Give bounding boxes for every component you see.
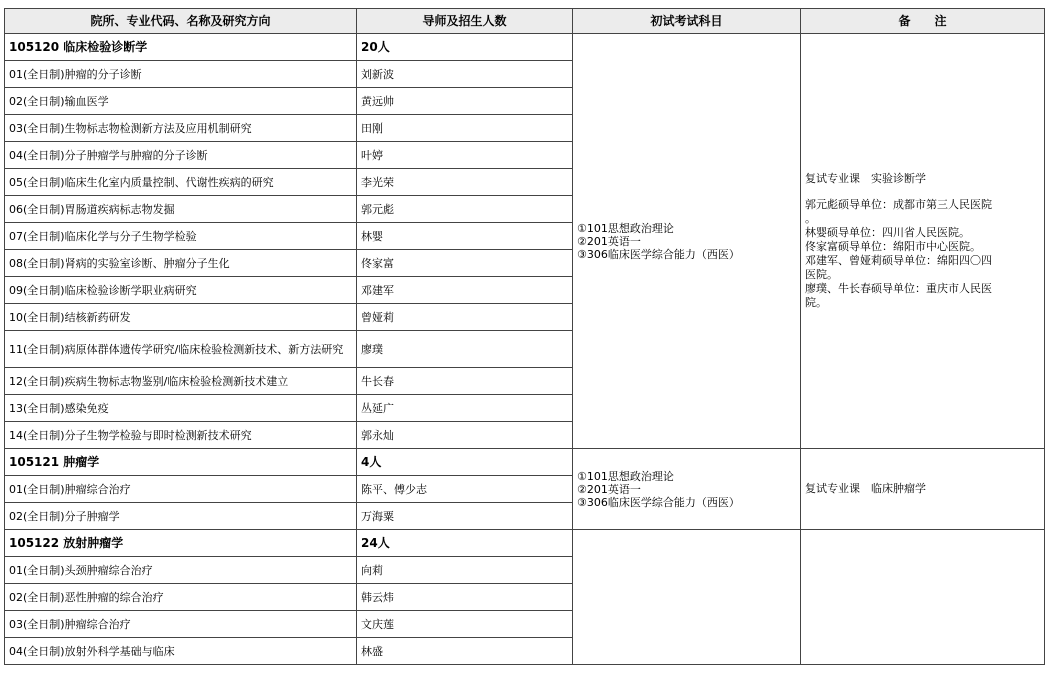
research-direction: 03(全日制)生物标志物检测新方法及应用机制研究 [5,115,357,142]
advisor-name: 向莉 [357,557,573,584]
section-row [5,34,1045,61]
research-direction: 02(全日制)分子肿瘤学 [5,503,357,530]
advisor-name: 叶婷 [357,142,573,169]
research-direction: 07(全日制)临床化学与分子生物学检验 [5,223,357,250]
advisor-name: 李光荣 [357,169,573,196]
advisor-name: 林盛 [357,638,573,665]
advisor-name: 黄远帅 [357,88,573,115]
note-line: 佟家富硕导单位：绵阳市中心医院。 [805,240,981,253]
exam-line: ②201英语一 [577,482,641,496]
research-direction: 12(全日制)疾病生物标志物鉴别/临床检验检测新技术建立 [5,368,357,395]
section-count: 20人 [357,34,573,61]
advisor-name: 韩云炜 [357,584,573,611]
section-count: 24人 [357,530,573,557]
advisor-name: 牛长春 [357,368,573,395]
remarks [801,530,1045,665]
header-row [5,9,1045,34]
remarks [801,34,1045,449]
section-count: 4人 [357,449,573,476]
research-direction: 02(全日制)恶性肿瘤的综合治疗 [5,584,357,611]
table-body [5,34,1045,665]
research-direction: 04(全日制)分子肿瘤学与肿瘤的分子诊断 [5,142,357,169]
research-direction: 10(全日制)结核新药研发 [5,304,357,331]
advisor-name: 郭元彪 [357,196,573,223]
research-direction: 02(全日制)输血医学 [5,88,357,115]
advisor-name: 万海粟 [357,503,573,530]
advisor-name: 郭永灿 [357,422,573,449]
note-line: 林婴硕导单位：四川省人民医院。 [805,226,970,239]
advisor-name: 廖璞 [357,331,573,368]
note-line: 廖璞、牛长春硕导单位：重庆市人民医 [805,282,992,295]
research-direction: 09(全日制)临床检验诊断学职业病研究 [5,277,357,304]
header-direction: 院所、专业代码、名称及研究方向 [5,9,357,34]
exam-line: ②201英语一 [577,234,641,248]
section-row [5,449,1045,476]
exam-line: ③306临床医学综合能力（西医） [577,247,740,261]
note-line: 医院。 [805,268,838,281]
research-direction: 08(全日制)肾病的实验室诊断、肿瘤分子生化 [5,250,357,277]
exam-subjects [573,34,801,449]
note-line: 。 [805,212,816,225]
advisor-name: 丛延广 [357,395,573,422]
advisor-name: 陈平、傅少志 [357,476,573,503]
note-line: 邓建军、曾娅莉硕导单位：绵阳四〇四 [805,254,992,267]
note-line: 郭元彪硕导单位：成都市第三人民医院 [805,198,992,211]
research-direction: 01(全日制)头颈肿瘤综合治疗 [5,557,357,584]
advisor-name: 曾娅莉 [357,304,573,331]
note-line: 院。 [805,296,827,309]
research-direction: 13(全日制)感染免疫 [5,395,357,422]
note-line: 复试专业课 临床肿瘤学 [805,482,926,495]
advisor-name: 佟家富 [357,250,573,277]
research-direction: 04(全日制)放射外科学基础与临床 [5,638,357,665]
advisor-name: 刘新波 [357,61,573,88]
note-line [805,186,1040,198]
section-title: 105120 临床检验诊断学 [5,34,357,61]
section-title: 105121 肿瘤学 [5,449,357,476]
header-note: 备 注 [801,9,1045,34]
admissions-table [4,8,1045,665]
research-direction: 14(全日制)分子生物学检验与即时检测新技术研究 [5,422,357,449]
research-direction: 03(全日制)肿瘤综合治疗 [5,611,357,638]
exam-line: ③306临床医学综合能力（西医） [577,495,740,509]
research-direction: 06(全日制)胃肠道疾病标志物发掘 [5,196,357,223]
section-title: 105122 放射肿瘤学 [5,530,357,557]
advisor-name: 林婴 [357,223,573,250]
advisor-name: 邓建军 [357,277,573,304]
research-direction: 11(全日制)病原体群体遗传学研究/临床检验检测新技术、新方法研究 [5,331,357,368]
exam-line: ①101思想政治理论 [577,221,674,235]
research-direction: 01(全日制)肿瘤综合治疗 [5,476,357,503]
advisor-name: 田刚 [357,115,573,142]
remarks [801,449,1045,530]
header-advisor: 导师及招生人数 [357,9,573,34]
note-line: 复试专业课 实验诊断学 [805,172,926,185]
exam-subjects [573,530,801,665]
section-row [5,530,1045,557]
header-exam: 初试考试科目 [573,9,801,34]
exam-line: ①101思想政治理论 [577,469,674,483]
advisor-name: 文庆莲 [357,611,573,638]
research-direction: 05(全日制)临床生化室内质量控制、代谢性疾病的研究 [5,169,357,196]
exam-subjects [573,449,801,530]
research-direction: 01(全日制)肿瘤的分子诊断 [5,61,357,88]
